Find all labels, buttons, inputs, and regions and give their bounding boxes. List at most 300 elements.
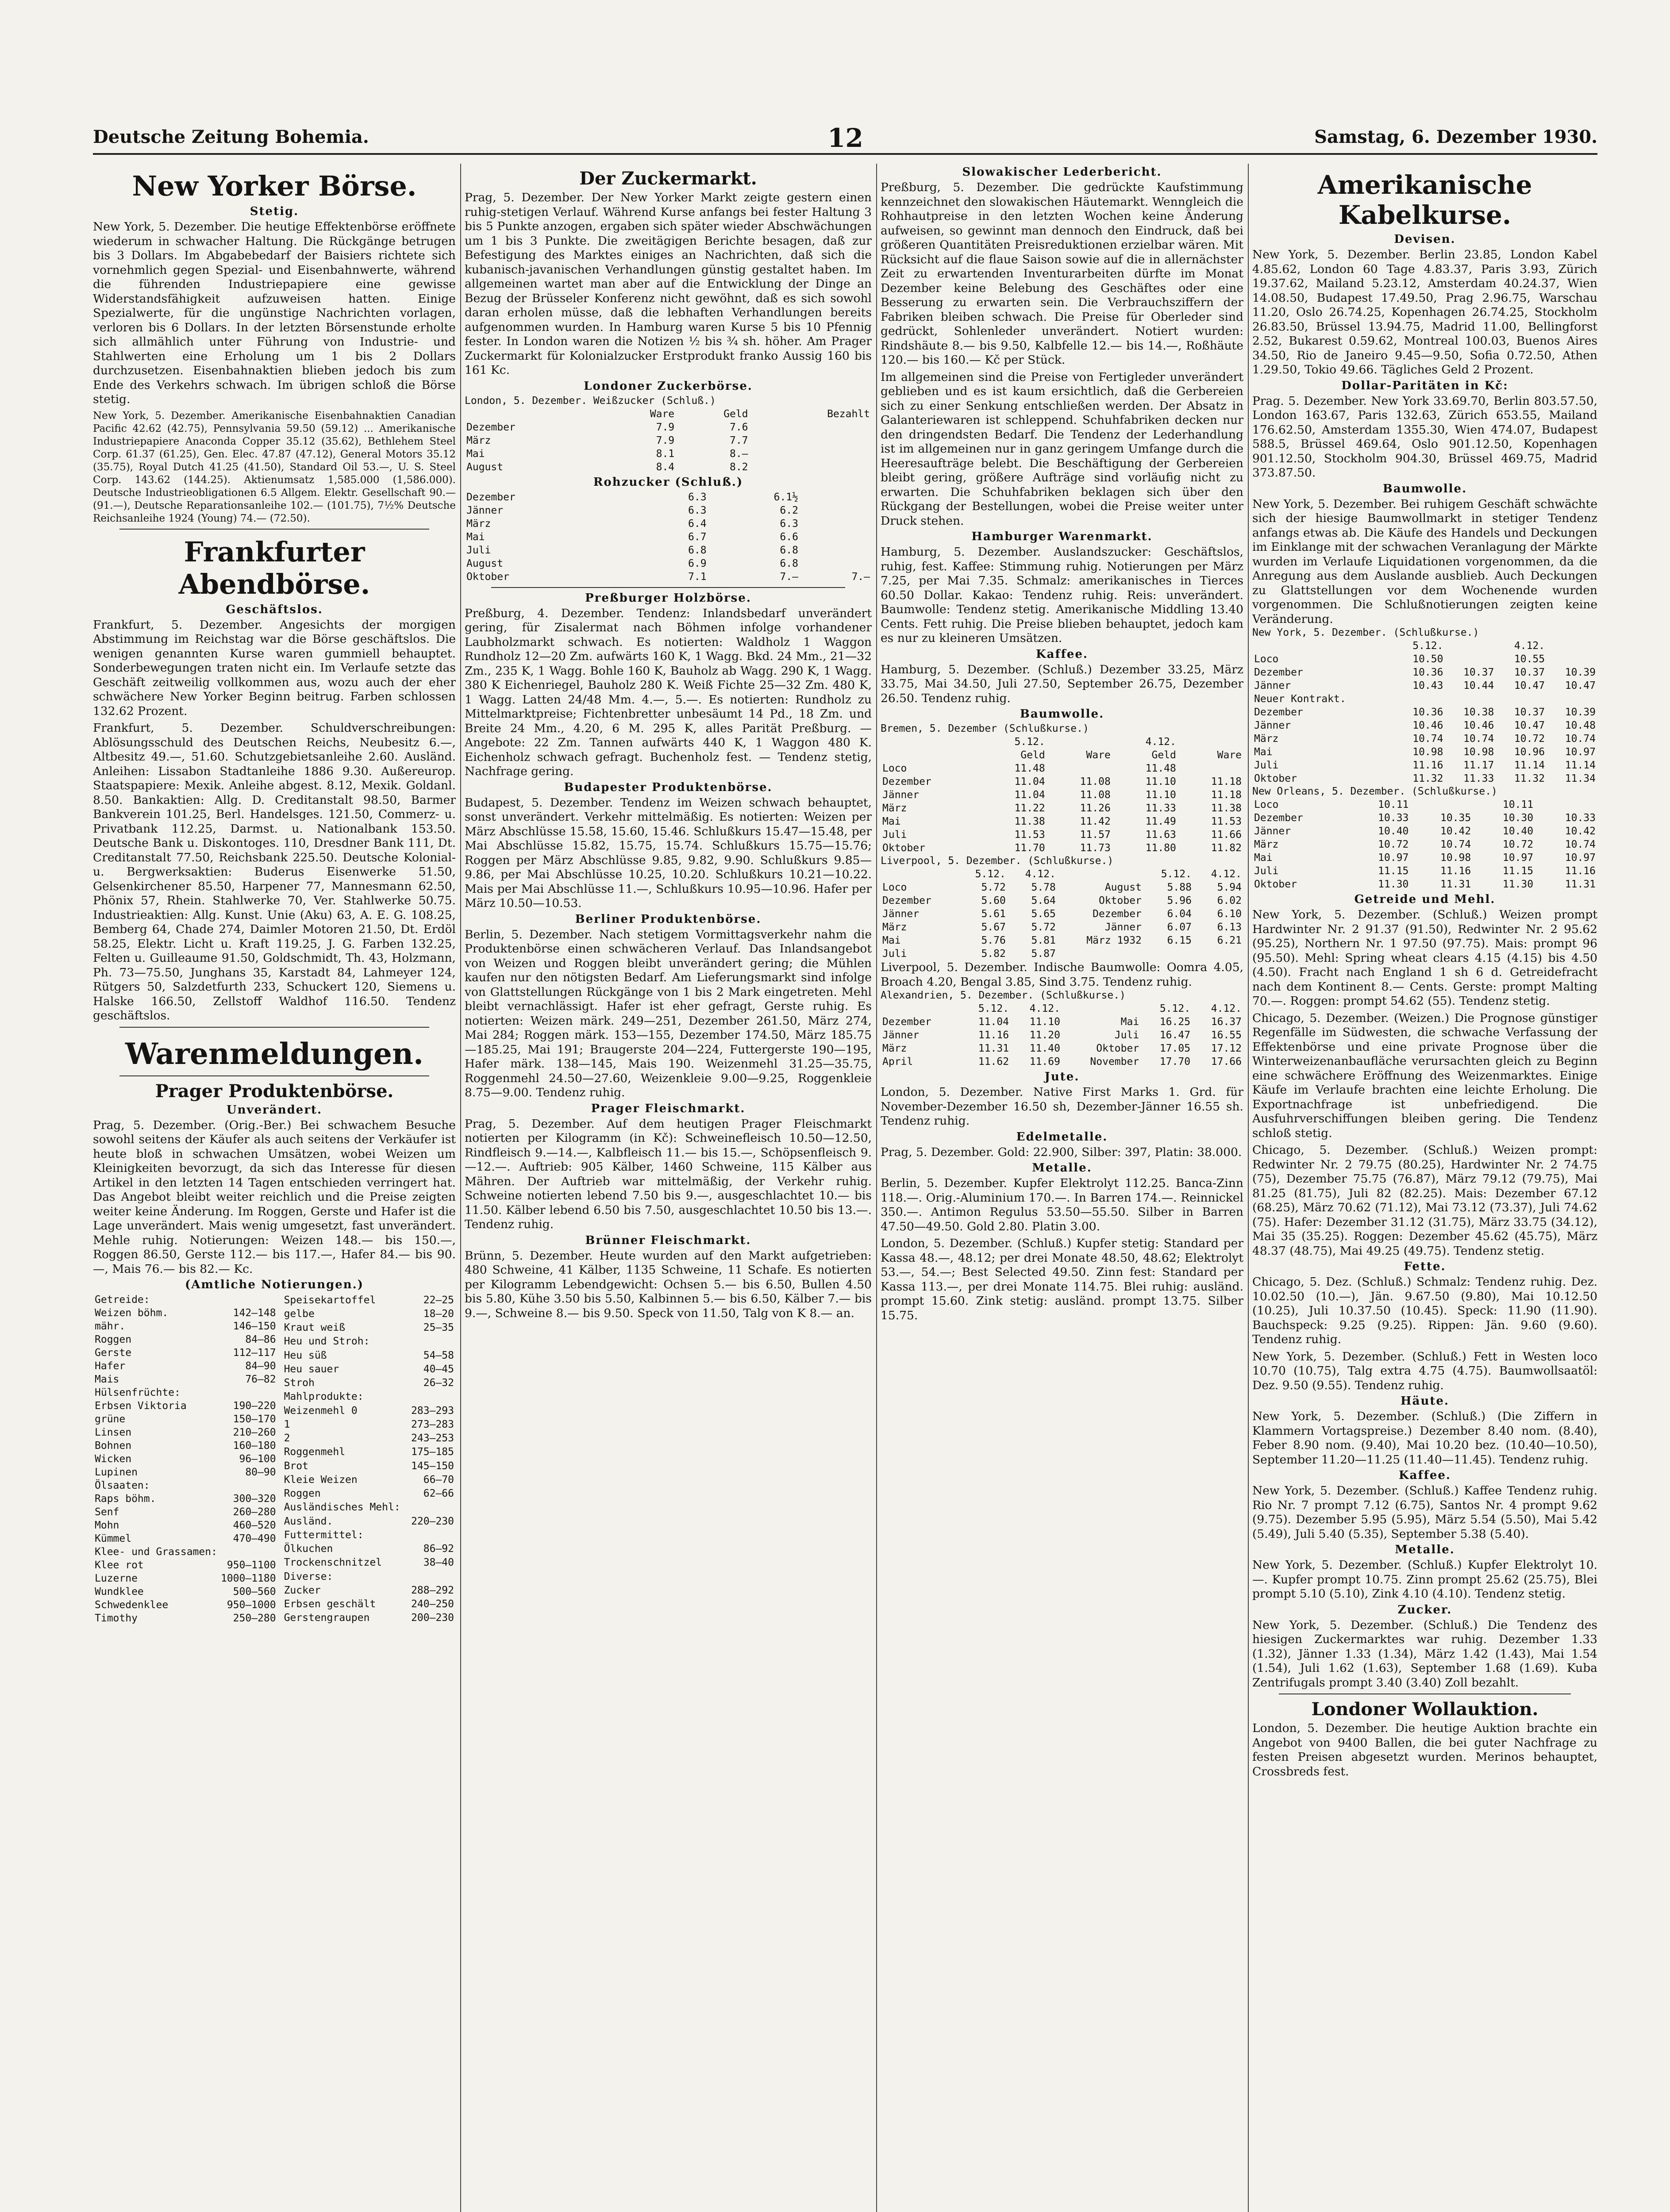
table-cell [219,1545,278,1559]
table-cell: 8.— [729,448,748,460]
table-cell: Loco [882,882,907,893]
table-cell [219,1386,278,1399]
table-cell: 11.53 [1014,829,1045,841]
table-cell: Heu süß [284,1349,327,1361]
table-row [1252,864,1597,878]
table-cell: 5.72 [981,882,1006,893]
table-cell: 10.37 [1514,667,1545,678]
table-cell: 10.74 [1565,839,1596,850]
table-cell: 11.34 [1565,773,1596,784]
neworleans-cotton-table [1252,798,1597,891]
subheading: Zucker. [1397,1603,1452,1617]
table-cell: 11.70 [1014,842,1045,854]
table-cell: 11.33 [1145,803,1176,814]
table-cell: 6.04 [1167,908,1192,920]
table-row [282,1570,456,1583]
table-row [881,868,1243,881]
table-cell: 5.12. [978,1003,1009,1014]
table-row [282,1432,456,1445]
table-cell: 5.61 [981,908,1006,920]
subheading: Kaffee. [1036,647,1088,661]
table-row [1252,772,1597,785]
table-cell: 4.12. [1025,868,1056,880]
table-cell [1252,639,1394,653]
table-cell: Oktober [882,842,925,854]
table-cell: 4.12. [1029,1003,1060,1014]
table-cell: 11.80 [1145,842,1176,854]
table-row [93,1598,278,1612]
column-3 [881,164,1243,2212]
newyork-cotton-table [1252,639,1597,785]
table-cell: 10.37 [1514,707,1545,718]
table-row [282,1598,456,1611]
table-cell [1445,639,1496,653]
heading-londoner-wollauktion: Londoner Wollauktion. [1311,1699,1539,1720]
table-cell: Weizenmehl 0 [284,1405,358,1417]
table-cell: 10.40 [1502,826,1534,837]
table-cell: 10.47 [1565,680,1596,691]
table-row [881,907,1243,921]
table-row [93,1306,278,1320]
table-cell: 10.46 [1463,720,1494,731]
table-cell: Heu sauer [284,1363,339,1375]
table-cell: 5.81 [1031,935,1056,946]
table-cell: August [1104,882,1142,893]
table-cell: 10.38 [1463,707,1494,718]
table-cell: 1 [284,1418,290,1430]
article-text: New York, 5. Dezember. (Schluß.) (Die Ziffern in Klammern Vortagspreise.) Dezember 8.40 nom. (8.40), Feber 8.90 nom. (9.40), Mai 10.20 bez. (10.40—10.50), September 11.20—11.25 (11.40—11.45). Tendenz ruhig. [1252,1409,1597,1467]
table-cell [1410,798,1473,811]
table-cell: Jänner [1254,720,1291,731]
table-cell: Mai [1254,852,1273,864]
table-cell: Senf [95,1506,119,1518]
table-row [465,530,872,544]
table-cell: 7.6 [729,421,748,433]
article-text: Liverpool, 5. Dezember. Indische Baumwolle: Oomra 4.05, Broach 4.20, Bengal 3.85, Sind 3.75. Tendenz ruhig. [881,960,1243,989]
table-cell: 10.36 [1412,667,1443,678]
article-text: Prag, 5. Dezember. Auf dem heutigen Prager Fleischmarkt notierten per Kilogramm (in Kč): Schweinefleisch 10.50—12.50, Rindfleisch 9.—14.—, Kalbfleisch 11.— bis 15.—, Schöpsenfleisch 9.—12.—. Auftrieb: 905 Kälber, 1460 Schweine, 115 Kälber aus Mähren. Der Auftrieb war mittelmäßig, der Verkehr ruhig. Schweine notierten lebend 7.50 bis 9.—, ausgeschlachtet 10.— bis 11.50. Kälber lebend 6.50 bis 7.50, ausgeschlachtet 10.50 bis 13.—. Tendenz ruhig. [465,1117,872,1231]
table-cell: Jänner [1254,826,1291,837]
table-cell: 950—1000 [227,1599,276,1611]
subheading: Hamburger Warenmarkt. [971,530,1153,543]
table-cell: 6.15 [1167,935,1192,946]
table-cell: 10.55 [1514,653,1545,665]
subheading: Metalle. [1395,1543,1455,1556]
table-cell: 10.11 [1502,799,1534,810]
table-cell: Luzerne [95,1573,138,1584]
table-cell: 6.8 [780,557,798,569]
table-cell: Brot [284,1460,308,1472]
table-cell: 10.42 [1440,826,1471,837]
table-cell: 300—320 [233,1493,276,1505]
london-sugar-table [465,407,872,474]
table-cell: 11.42 [1080,816,1111,827]
table-cell: 11.53 [1211,816,1242,827]
table-cell [800,517,872,530]
table-cell: 11.08 [1080,789,1111,801]
table-row [1252,679,1597,692]
table-cell: März [466,518,491,530]
article-text: Berlin, 5. Dezember. Kupfer Elektrolyt 112.25. Banca-Zinn 118.—. Orig.-Aluminium 170.—. In Barren 174.—. Reinnickel 350.—. Antimon Regulus 53.50—55.50. Silber in Barren 47.50—49.50. Gold 2.80. Platin 3.00. [881,1176,1243,1233]
table-row [881,1029,1243,1042]
table-cell: Lupinen [95,1467,138,1478]
table-cell: Dezember [1254,707,1303,718]
table-cell: Dezember [466,491,516,503]
table-cell: 10.36 [1412,707,1443,718]
table-cell [750,434,872,447]
table-cell: 10.33 [1378,812,1409,824]
table-cell: Dezember [882,895,931,906]
table-cell: Neuer Kontrakt. [1254,693,1346,705]
table-cell: 11.32 [1412,773,1443,784]
article-text: Budapest, 5. Dezember. Tendenz im Weizen schwach behauptet, sonst unverändert. Verkehr mittelmäßig. Es notierten: Weizen per März Abschlüsse 15.58, 15.60, 15.46. Schlußkurs 15.47—15.48, per Mai Abschlüsse 15.82, 15.75, 15.74. Schlußkurs 15.75—15.76; Roggen per März Abschlüsse 9.85, 9.82, 9.90. Schlußkurs 9.85—9.86, per Mai Abschlüsse 10.25, 10.20. Schlußkurs 10.21—10.22. Mais per Mai Abschlüsse 11.—, Schlußkurs 10.95—10.96. Hafer per März 10.50—10.53. [465,795,872,910]
table-cell: 10.97 [1565,746,1596,758]
table-row [881,881,1243,894]
divider [119,1075,429,1076]
table-cell: 10.74 [1463,733,1494,745]
table-cell: Jänner [882,1029,920,1041]
article-text: New York, 5. Dezember. (Schluß.) Fett in Westen loco 10.70 (10.75), Talg extra 4.75 (4.75). Baumwollsaatöl: Dez. 9.50 (9.55). Tendenz ruhig. [1252,1349,1597,1392]
article-text: Preßburg, 4. Dezember. Tendenz: Inlandsbedarf unverändert gering, für Zisalermat nach Böhmen infolge vorhandener Laubholzmarkt schwach. Es notierten: Waldholz 1 Waggon Rundholz 12—20 Zm. aufwärts 160 K, 1 Wagg. Bkd. 24 Mm., 21—32 Zm., 235 K, 1 Wagg. Bohle 160 K, Bauholz ab Wagg. 290 K, 1 Wagg. 380 K Eichenriegel, Bauholz 280 K. Weiß Fichte 25—32 Zm. 480 K, 1 Wagg. Latten 24/48 Mm. 4.—, 5.—. Es notierten: Rundholz zu Mittelmarktpreise; Fichtenbretter unbesäumt 14 Pd., 18 Zm. und Breite 24 Mm., 4.20, 6 M. 295 K, alles Parität Preßburg. — Angebote: 22 Zm. Tannen aufwärts 440 K, 1 Waggon 480 K. Eichenholz schwach gefragt. Buchenholz fest. — Tendenz stetig, Nachfrage gering. [465,606,872,778]
table-cell: 11.10 [1029,1016,1060,1028]
table-row [282,1417,456,1431]
table-cell: 11.10 [1145,789,1176,801]
table-row [282,1556,456,1570]
subheading: Unverändert. [226,1103,323,1117]
table-cell [1394,692,1445,706]
table-cell: 6.10 [1217,908,1242,920]
table-cell: 243—253 [411,1432,454,1444]
table-caption: Bremen, 5. Dezember (Schlußkurse.) [881,723,1089,734]
table-cell: 5.82 [981,948,1006,960]
table-row [93,1399,278,1413]
table-cell: 10.96 [1514,746,1545,758]
table-row [465,517,872,530]
table-row [465,570,872,584]
table-row [93,1492,278,1505]
table-cell: Juli [882,948,907,960]
table-row [93,1413,278,1426]
table-cell: 6.3 [780,518,798,530]
table-cell [1496,692,1547,706]
table-row [465,461,872,474]
table-cell: Bezahlt [827,408,870,420]
table-cell: 7.— [780,571,798,583]
table-cell: 5.72 [1031,922,1056,933]
table-cell: 6.13 [1217,922,1242,933]
table-cell: 11.38 [1211,803,1242,814]
heading-frankfurter-abendboerse: Frankfurter Abendbörse. [178,535,370,600]
table-row [465,447,872,461]
table-cell: 11.04 [1014,776,1045,787]
table-caption: New York, 5. Dezember. (Schlußkurse.) [1252,627,1479,638]
table-cell: Erbsen geschält [284,1598,376,1610]
heading-warenmeldungen: Warenmeldungen. [125,1036,424,1071]
table-row [93,1346,278,1359]
table-cell: Mai [466,448,485,460]
table-cell: 11.31 [1440,879,1471,890]
table-cell: 11.32 [1514,773,1545,784]
article-text: Prag. 5. Dezember. New York 33.69.70, Berlin 803.57.50, London 163.67, Paris 132.63, Zürich 653.55, Mailand 176.62.50, Amsterdam 1355.30, Wien 474.07, Budapest 588.5, Brüssel 469.64, Oslo 901.12.50, Kopenhagen 901.12.50, Stockholm 904.30, Brüssel 469.75, Madrid 373.87.50. [1252,394,1597,480]
table-row [93,1585,278,1598]
table-cell: März [882,803,907,814]
table-cell [1143,947,1193,960]
table-row [93,1359,278,1373]
table-row [93,1320,278,1333]
table-cell: März [1254,839,1279,850]
divider [119,1027,429,1028]
table-cell: Dezember [882,776,931,787]
table-row [93,1572,278,1585]
table-cell: Jänner [1104,922,1142,933]
table-row [881,775,1243,788]
table-cell: 11.66 [1211,829,1242,841]
table-row [881,921,1243,934]
table-cell: April [882,1056,913,1068]
article-text: New York, 5. Dezember. Die heutige Effektenbörse eröffnete wiederum in schwacher Haltung. Die Rückgänge betrugen bis 3 Dollars. Im Abgabebedarf der Baisiers richtete sich vornehmlich gegen Spezial- und Eisenbahnwerte, während die führenden Industriepapiere eine gewisse Widerstandsfähigkeit aufzuweisen hatten. Einige Spezialwerte, für die ungünstige Nachrichten vorlagen, verloren bis 6 Dollars. In der letzten Börsenstunde erholte sich allmählich unter Führung von Industrie- und Stahlwerten eine Erholung um 1 bis 2 Dollars durchzusetzen. Eisenbahnaktien blieben jedoch bis zum Ende des Verkehrs schwach. Im übrigen schloß die Börse stetig. [93,220,456,406]
table-cell: 11.31 [978,1043,1009,1054]
table-cell: mähr. [95,1321,126,1332]
table-row [282,1501,456,1514]
table-cell: 10.30 [1502,812,1534,824]
table-cell: 5.12. [975,868,1006,880]
table-cell: 11.08 [1080,776,1111,787]
table-cell: 11.16 [1440,865,1471,877]
table-cell: Dezember [1254,812,1303,824]
table-cell: 146—150 [233,1321,276,1332]
table-row [1252,825,1597,838]
table-cell: 288—292 [411,1584,454,1596]
table-cell [407,1501,456,1514]
table-cell [1058,868,1143,881]
table-cell: Jänner [882,789,920,801]
table-cell: 160—180 [233,1440,276,1452]
table-cell: 17.66 [1211,1056,1242,1068]
table-row [282,1514,456,1528]
table-cell [800,544,872,557]
divider [119,529,429,530]
table-row [282,1542,456,1556]
table-cell: 190—220 [233,1400,276,1412]
table-cell: 220—230 [411,1515,454,1527]
table-cell: 11.62 [978,1056,1009,1068]
table-row [1252,878,1597,891]
table-cell: Juli [1114,1029,1139,1041]
table-cell: 86—92 [423,1543,454,1555]
table-cell: März [882,1043,907,1054]
table-cell: Ölsaaten: [95,1480,150,1491]
table-cell: 273—283 [411,1418,454,1430]
table-cell: 11.15 [1502,865,1534,877]
table-row [881,1055,1243,1068]
table-cell: 283—293 [411,1405,454,1417]
table-cell: 10.37 [1463,667,1494,678]
table-cell: 145—150 [411,1460,454,1472]
table-row [93,1612,278,1625]
table-cell [881,1002,959,1015]
table-row [93,1505,278,1519]
heading-new-yorker-boerse: New Yorker Börse. [132,170,417,202]
table-cell: 5.76 [981,935,1006,946]
table-cell: Kraut weiß [284,1322,346,1334]
table-cell: Heu und Stroh: [284,1336,370,1348]
table-row [881,894,1243,907]
table-cell: 10.47 [1514,720,1545,731]
table-cell: Raps böhm. [95,1493,156,1505]
heading-zuckermarkt: Der Zuckermarkt. [579,168,757,189]
article-text: Frankfurt, 5. Dezember. Schuldverschreibungen: Ablösungsschuld des Deutschen Reichs, Neubesitz 6.—, Altbesitz 49.—, 51.60. Schutzgebietsanleihe 2.60. Ausländ. Anleihen: Lissabon Stadtanleihe 1886 9.30. Außereurop. Staatspapiere: Mexik. Anleihe abgest. 8.12, Mexik. Goldanl. 8.50. Bankaktien: Allg. D. Creditanstalt 98.50, Barmer Bankverein 101.25, Berl. Handelsges. 121.50, Commerz- u. Privatbank 112.25, Darmst. u. Nationalbank 153.50. Deutsche Bank u. Diskontoges. 110, Dresdner Bank 111, Dt. Creditanstalt 77.50, Reichsbank 225.50. Deutsche Kolonial- u. Bergwerksaktien: Buderus Eisenwerke 51.50, Gelsenkirchener 85.50, Harpener 77, Mannesmann 62.50, Phönix 57, Rhein. Stahlwerke 70, Ver. Stahlwerke 50.75. Industrieaktien: Allg. Kunst. Unie (Aku) 63, A. E. G. 108.25, Bemberg 64, Chade 274, Daimler Motoren 21.50, Dt. Erdöl 58.25, Elektr. Licht u. Kraft 119.25, J. G. Farben 132.25, Felten u. Guilleaume 91.50, Goldschmidt, Th. 43, Holzmann, Ph. 73—75.50, Junghans 35, Karstadt 84, Lahmeyer 124, Rütgers 50, Salzdetfurth 233, Schuckert 120, Siemens u. Halske 166.50, Zellstoff Waldhof 116.50. Tendenz geschäftslos. [93,721,456,1022]
table-cell: Stroh [284,1377,315,1389]
table-cell: 470—490 [233,1533,276,1544]
table-cell: Jänner [882,908,920,920]
table-cell: 5.94 [1217,882,1242,893]
table-cell [750,447,872,461]
table-cell: Kümmel [95,1533,132,1544]
table-cell: 112—117 [233,1347,276,1359]
table-cell: August [466,557,504,569]
table-cell: 17.05 [1159,1043,1191,1054]
table-row [465,407,872,421]
table-row [881,934,1243,947]
table-cell: Gerstengraupen [284,1612,370,1624]
table-cell [800,557,872,570]
article-text: Prag, 5. Dezember. Der New Yorker Markt zeigte gestern einen ruhig-stetigen Verlauf. Während Kurse anfangs bei fester Haltung 3 bis 5 Punkte anzogen, ergaben sich später wieder Abschwächungen um 1 bis 3 Punkte. Die zweitägigen Berichte besagen, daß zur Befestigung des Marktes einiges an Nachrichten, daß sich die kubanisch-javanischen Verhandlungen günstig gestaltet haben. Im allgemeinen wartet man aber auf die Entwicklung der Dinge an Bezug der Brüsseler Konferenz nicht gewöhnt, daß es sich sowohl daran erholen müsse, daß die lebhaften Verhandlungen bereits aufgenommen wurden. In Hamburg waren Kurse 5 bis 10 Pfennig fester. In London waren die Notizen ½ bis ¾ sh. höher. Am Prager Zuckermarkt für Kolonialzucker Erstprodukt franko Aussig 160 bis 161 Kc. [465,191,872,377]
table-cell: 11.49 [1145,816,1176,827]
table-row [1252,851,1597,864]
table-row [1252,653,1597,666]
table-cell: Dezember [882,1016,931,1028]
table-cell: 11.10 [1145,776,1176,787]
table-cell: 10.97 [1378,852,1409,864]
table-cell: 6.4 [688,518,707,530]
table-cell [881,868,958,881]
table-cell: 6.8 [780,544,798,556]
table-cell: 5.12. [1412,640,1443,652]
table-cell: 11.16 [978,1029,1009,1041]
table-cell: 200—230 [411,1612,454,1624]
article-text: Chicago, 5. Dezember. (Weizen.) Die Prognose günstiger Regenfälle im Südwesten, die schwache Verfassung der Effektenbörse und eine private Prognose über die Winterweizenanbaufläche verursachten gleich zu Beginn eine schwächere Eröffnung des Weizenmarktes. Einige Käufe im Verlaufe brachten eine leichte Erholung. Die Exportnachfrage ist unbefriedigend. Die Ausfuhrverschiffungen bleiben gering. Die Tendenz schloß stetig. [1252,1011,1597,1140]
table-cell [219,1479,278,1492]
table-cell: 2 [284,1432,290,1444]
table-row [93,1373,278,1386]
table-row [282,1293,456,1307]
article-text: Prag, 5. Dezember. (Orig.-Ber.) Bei schwachem Besuche sowohl seitens der Käufer als auch seitens der Verkäufer ist heute bloß in schwachen Umsätzen, wobei Weizen um Kleinigkeiten bevorzugt, da sich das Interesse für diesen Artikel in den letzten 14 Tagen entschieden verringert hat. Das Angebot bleibt weiter reichlich und die Preise zeigten weiter keine Änderung. Im Roggen, Gerste und Hafer ist die Lage unverändert. Mais wenig umgesetzt, fast unverändert. Mehle ruhig. Notierungen: Weizen 148.— bis 150.—, Roggen 86.50, Gerste 112.— bis 117.—, Hafer 84.— bis 90.—, Mais 76.— bis 82.— Kc. [93,1118,456,1276]
table-row [93,1466,278,1479]
table-cell: Mai [1254,746,1273,758]
table-row [881,802,1243,815]
table-cell: 11.48 [1145,763,1176,774]
table-row [282,1348,456,1362]
table-cell: 10.40 [1378,826,1409,837]
table-row [465,491,872,504]
table-cell: 8.2 [729,461,748,473]
table-cell [750,461,872,474]
table-cell: März [466,434,491,446]
table-cell: 4.12. [1211,1003,1242,1014]
table-row [465,421,872,434]
table-cell: Hülsenfrüchte: [95,1387,181,1398]
subheading: Geschäftslos. [226,603,323,616]
table-cell: 11.04 [1014,789,1045,801]
table-cell: Roggenmehl [284,1446,346,1458]
subheading: Baumwolle. [1382,482,1467,495]
table-cell: 7.— [851,571,870,583]
table-cell: 500—560 [233,1586,276,1598]
table-cell: 5.12. [1014,736,1045,748]
table-cell: 96—100 [239,1453,276,1465]
subheading: (Amtliche Notierungen.) [185,1278,364,1291]
price-tables [93,1293,456,1625]
table-cell: 6.6 [780,531,798,543]
table-cell: März [1254,733,1279,745]
table-cell: 6.8 [688,544,707,556]
table-row [282,1376,456,1390]
table-cell: 10.98 [1412,746,1443,758]
article-text: Frankfurt, 5. Dezember. Angesichts der morgigen Abstimmung im Reichstag war die Börse geschäftslos. Die wenigen genannten Kurse waren gummiell behauptet. Sonderbewegungen traten nicht ein. Im Verlaufe setzte das Geschäft zeitweilig vollkommen aus, wozu auch der eher schwächere New Yorker Beginn beitrug. Farben schlossen 132.62 Prozent. [93,618,456,718]
table-row [282,1583,456,1597]
table-cell: Bohnen [95,1440,132,1452]
table-cell: 11.18 [1211,776,1242,787]
table-cell: Linsen [95,1427,132,1438]
table-row [881,1002,1243,1015]
table-cell: 10.72 [1378,839,1409,850]
table-row [881,788,1243,802]
table-cell: 11.73 [1080,842,1111,854]
article-text: New York, 5. Dezember. (Schluß.) Die Tendenz des hiesigen Zuckermarktes war ruhig. Dezember 1.33 (1.32), Jänner 1.33 (1.34), März 1.42 (1.43), Mai 1.54 (1.54), Juli 1.62 (1.63), September 1.68 (1.69). Kuba Zentrifugals prompt 3.40 (3.40) Zoll bezahlt. [1252,1618,1597,1690]
table-cell: 950—1100 [227,1559,276,1571]
table-cell [1445,692,1496,706]
table-cell: 6.3 [688,491,707,503]
subheading: Budapester Produktenbörse. [564,780,773,794]
table-row [1252,811,1597,825]
table-cell: März 1932 [1086,935,1142,946]
table-cell: 7.7 [729,434,748,446]
table-cell: 11.38 [1014,816,1045,827]
table-cell: 11.14 [1514,760,1545,771]
table-caption: Alexandrien, 5. Dezember. (Schlußkurse.) [881,990,1126,1001]
table-cell: 11.18 [1211,789,1242,801]
table-cell: Geld [1020,749,1045,761]
table-cell: 5.96 [1167,895,1192,906]
subheading: Häute. [1401,1394,1449,1408]
table-cell: Erbsen Viktoria [95,1400,187,1412]
table-cell: 17.12 [1211,1043,1242,1054]
table-cell: 11.69 [1029,1056,1060,1068]
table-cell: Mai [882,935,901,946]
heading-prager-produktenboerse: Prager Produktenbörse. [155,1080,394,1102]
bremen-cotton-table [881,735,1243,855]
article-text: London, 5. Dezember. Die heutige Auktion brachte ein Angebot von 9400 Ballen, die bei guter Nachfrage zu festen Preisen abgesetzt wurden. Merinos behauptet, Crossbreds fest. [1252,1721,1597,1778]
table-cell: Gerste [95,1347,132,1359]
table-row [465,434,872,447]
table-cell: 10.74 [1412,733,1443,745]
table-cell: 4.12. [1145,736,1176,748]
table-row [282,1307,456,1321]
table-cell: 4.12. [1211,868,1242,880]
table-row [93,1519,278,1532]
table-cell: 150—170 [233,1413,276,1425]
subheading: Stetig. [250,205,299,218]
table-row [93,1452,278,1466]
table-row [1252,745,1597,759]
liverpool-cotton-table [881,868,1243,960]
table-cell: 11.48 [1014,763,1045,774]
table-cell: 11.40 [1029,1043,1060,1054]
table-cell: Timothy [95,1613,138,1624]
table-cell: 260—280 [233,1506,276,1518]
table-cell: 18—20 [423,1308,454,1320]
table-cell: Kleie Weizen [284,1474,358,1486]
